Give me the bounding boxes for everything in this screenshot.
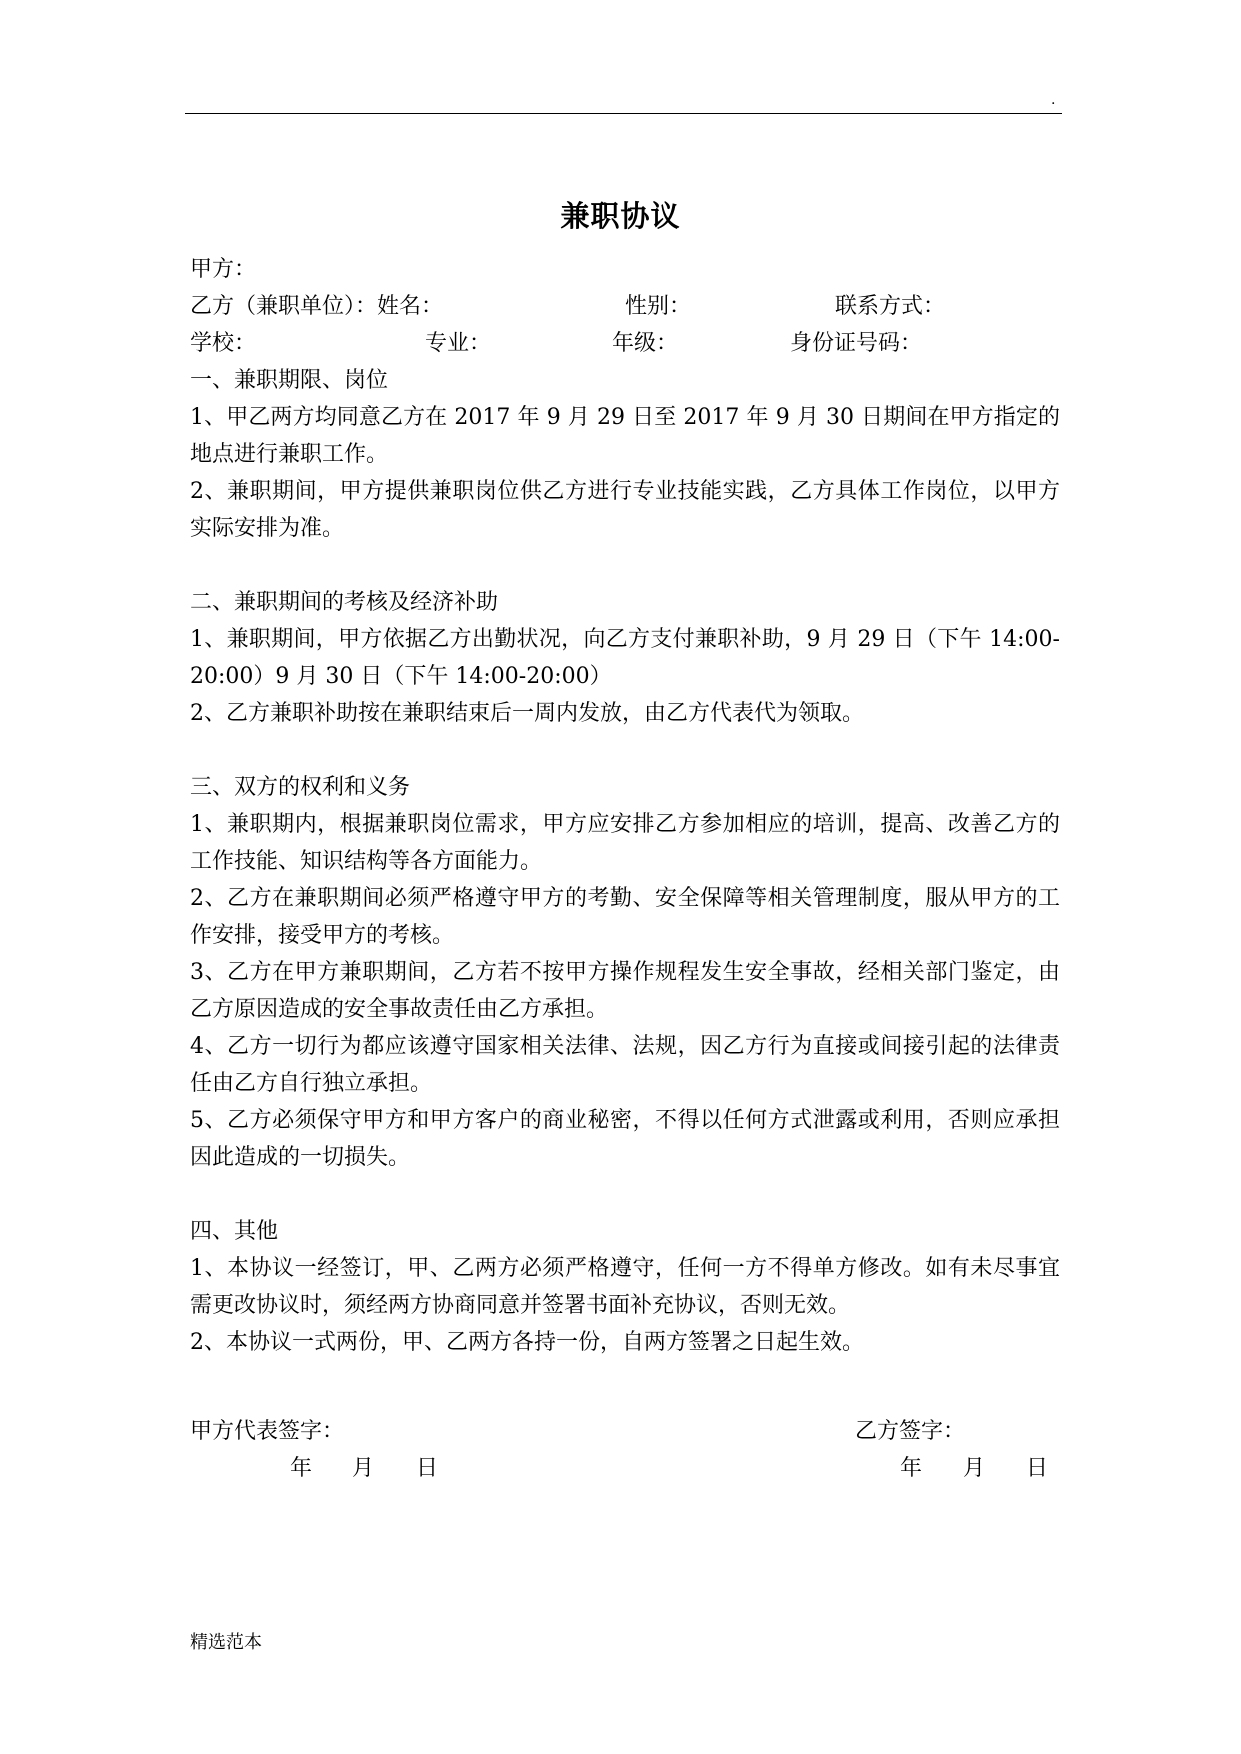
clause: 2、乙方在兼职期间必须严格遵守甲方的考勤、安全保障等相关管理制度，服从甲方的工作安排，接受甲方的考核。 (190, 886, 1060, 948)
party-b-line (190, 288, 1060, 325)
party-b-signature-label: 乙方签字： (855, 1419, 966, 1444)
party-a-month: 月 (352, 1456, 375, 1481)
clause: 3、乙方在甲方兼职期间，乙方若不按甲方操作规程发生安全事故，经相关部门鉴定，由乙方原因造成的安全事故责任由乙方承担。 (190, 960, 1060, 1022)
clause: 1、甲乙两方均同意乙方在 2017 年 9 月 29 日至 2017 年 9 月 30 日期间在甲方指定的地点进行兼职工作。 (190, 405, 1060, 467)
section-heading: 一、兼职期限、岗位 (190, 368, 389, 393)
party-b-month: 月 (963, 1456, 986, 1481)
party-b-contact-label: 联系方式： (835, 294, 946, 319)
party-b-day: 日 (1026, 1456, 1049, 1481)
major-label: 专业： (425, 331, 492, 356)
spacer (190, 1176, 1060, 1213)
party-a-day: 日 (416, 1456, 439, 1481)
section-heading: 二、兼职期间的考核及经济补助 (190, 590, 499, 615)
party-a-label: 甲方： (190, 257, 257, 282)
clause: 1、兼职期内，根据兼职岗位需求，甲方应安排乙方参加相应的培训，提高、改善乙方的工作技能、知识结构等各方面能力。 (190, 812, 1060, 874)
document-title: 兼职协议 (560, 199, 681, 233)
party-a-line (190, 251, 1060, 288)
agreement-body (190, 251, 1060, 1361)
clause: 2、兼职期间，甲方提供兼职岗位供乙方进行专业技能实践，乙方具体工作岗位，以甲方实际安排为准。 (190, 479, 1060, 541)
section-heading: 三、双方的权利和义务 (190, 775, 411, 800)
id-number-label: 身份证号码： (790, 331, 923, 356)
clause: 4、乙方一切行为都应该遵守国家相关法律、法规，因乙方行为直接或间接引起的法律责任由乙方自行独立承担。 (190, 1034, 1060, 1096)
grade-label: 年级： (612, 331, 679, 356)
header-dot: . (1051, 92, 1056, 108)
spacer (190, 547, 1060, 584)
clause: 2、本协议一式两份，甲、乙两方各持一份，自两方签署之日起生效。 (190, 1330, 864, 1355)
clause: 2、乙方兼职补助按在兼职结束后一周内发放，由乙方代表代为领取。 (190, 701, 864, 726)
header-rule (185, 113, 1062, 114)
party-b-gender-label: 性别： (625, 294, 692, 319)
clause: 5、乙方必须保守甲方和甲方客户的商业秘密，不得以任何方式泄露或利用，否则应承担因此造成的一切损失。 (190, 1108, 1060, 1170)
signature-block (190, 1413, 1060, 1493)
school-label: 学校： (190, 331, 257, 356)
footer-label: 精选范本 (190, 1632, 262, 1653)
party-b-name-label: 乙方（兼职单位）：姓名： (190, 294, 444, 319)
clause: 1、兼职期间，甲方依据乙方出勤状况，向乙方支付兼职补助，9 月 29 日（下午 14:00-20:00）9 月 30 日（下午 14:00-20:00） (190, 627, 1060, 689)
party-b-year: 年 (900, 1456, 923, 1481)
section-heading: 四、其他 (190, 1219, 279, 1244)
spacer (190, 732, 1060, 769)
student-info-line (190, 325, 1060, 362)
clause: 1、本协议一经签订，甲、乙两方必须严格遵守，任何一方不得单方修改。如有未尽事宜需更改协议时，须经两方协商同意并签署书面补充协议，否则无效。 (190, 1256, 1060, 1318)
party-a-year: 年 (290, 1456, 313, 1481)
party-a-signature-label: 甲方代表签字： (190, 1419, 345, 1444)
